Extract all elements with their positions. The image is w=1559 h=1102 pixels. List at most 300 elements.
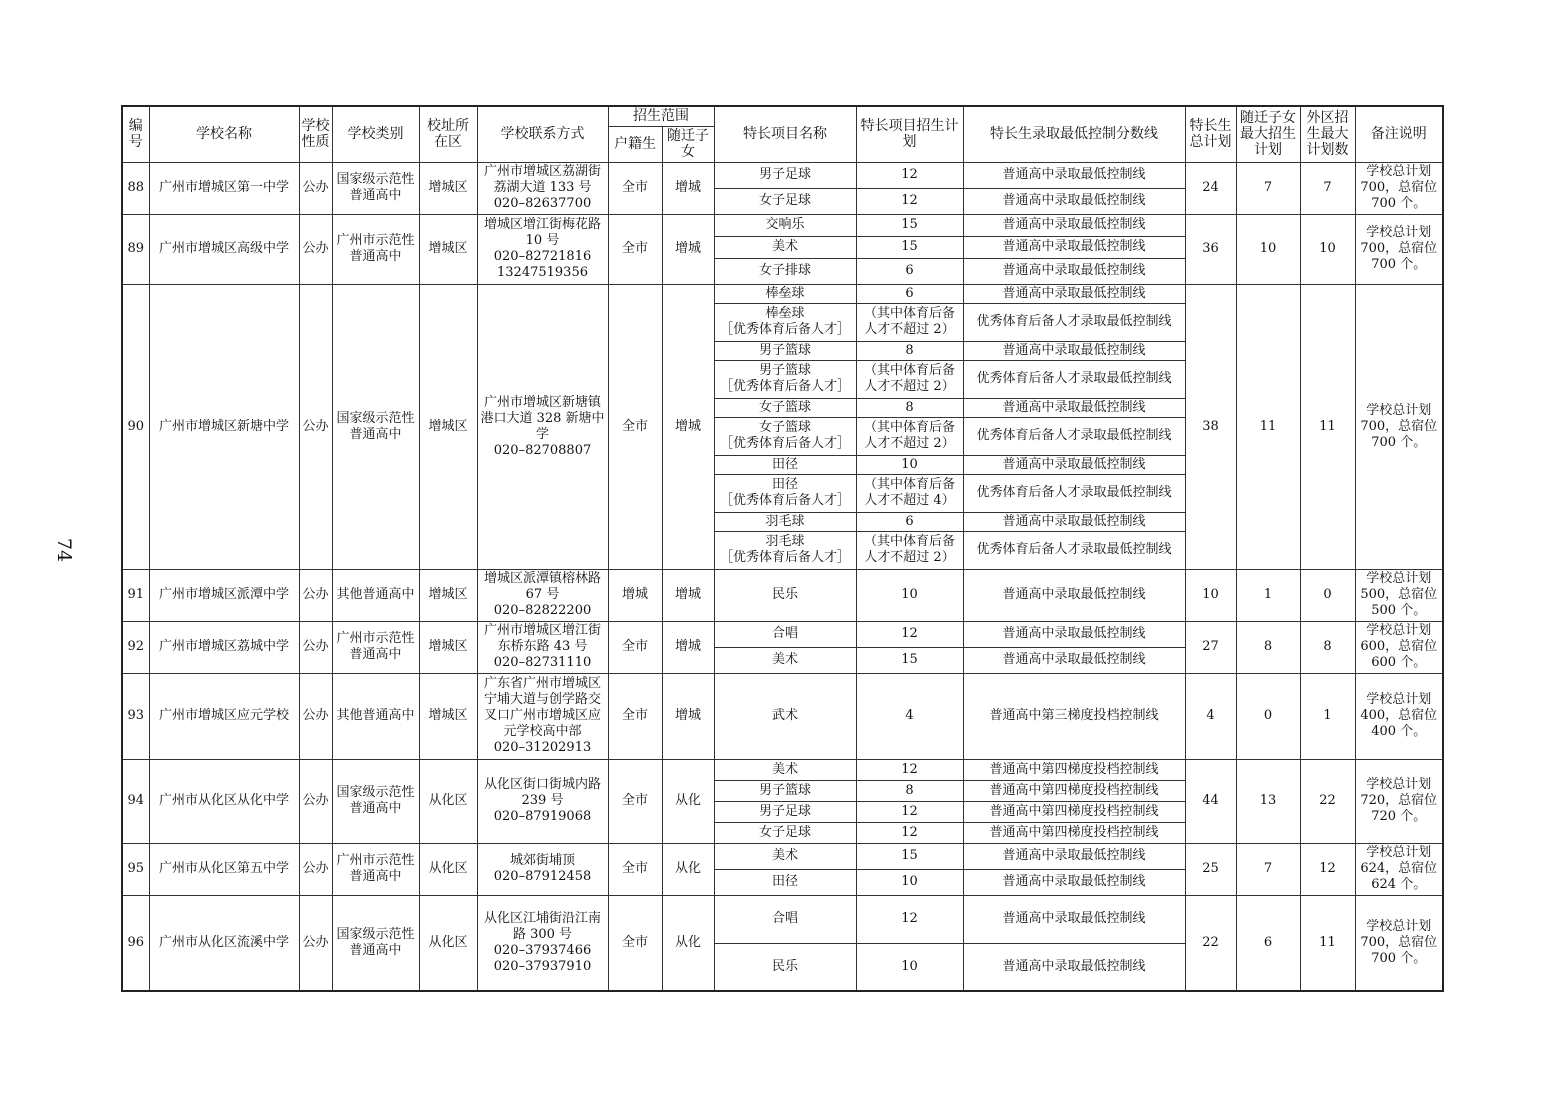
- talent-plan-note-line: 人才不超过 4）: [864, 493, 955, 508]
- school-category-line: 广州市示范性: [336, 631, 415, 646]
- control-line: 普通高中录取最低控制线: [963, 214, 1185, 236]
- school-contact-line: 广州市增城区增江街: [483, 623, 601, 638]
- school-no: 95: [122, 843, 149, 895]
- header-migrant-max: 随迁子女最大招生计划: [1236, 106, 1300, 162]
- school-no: 88: [122, 162, 149, 214]
- outside-max: 22: [1300, 759, 1355, 843]
- control-line: 普通高中第四梯度投档控制线: [963, 801, 1185, 822]
- remark-line: 700 个。: [1371, 257, 1427, 272]
- admission-table: [121, 105, 1444, 992]
- talent-item: [714, 621, 856, 647]
- school-category: [332, 621, 419, 673]
- talent-item-line: 男子足球: [758, 803, 811, 819]
- header-no: 编号: [122, 106, 149, 162]
- talent-item-line: 武术: [771, 708, 798, 723]
- talent-plan: 6: [856, 512, 963, 531]
- school-contact-line: 020–87912458: [493, 869, 592, 884]
- school-contact-line: 路 300 号: [512, 926, 573, 942]
- talent-item-line: 田径: [771, 456, 798, 472]
- talent-total: 25: [1185, 843, 1236, 895]
- talent-plan: 15: [856, 843, 963, 869]
- school-no: 91: [122, 569, 149, 621]
- outside-max: 1: [1300, 673, 1355, 759]
- remark-line: 700，总宿位: [1360, 934, 1438, 950]
- talent-plan: 10: [856, 869, 963, 895]
- school-contact-line: 020–82708807: [493, 442, 592, 458]
- migrant-max: 1: [1236, 569, 1300, 621]
- school-category-line: 普通高中: [349, 647, 402, 662]
- school-contact-line: 020–31202913: [493, 740, 592, 755]
- school-category: [332, 843, 419, 895]
- remark-line: 600 个。: [1371, 655, 1427, 670]
- scope-huji: 增城: [608, 569, 662, 621]
- talent-item: [714, 531, 856, 569]
- school-no: 94: [122, 759, 149, 843]
- school-category: [332, 569, 419, 621]
- talent-plan: 15: [856, 236, 963, 258]
- talent-item-line: 男子篮球: [758, 782, 811, 798]
- school-contact-line: 港口大道 328 新塘中: [480, 410, 605, 426]
- control-line: 普通高中录取最低控制线: [963, 258, 1185, 284]
- remark-line: 学校总计划: [1366, 623, 1432, 638]
- talent-item: [714, 303, 856, 341]
- scope-huji: 全市: [608, 843, 662, 895]
- school-contact-line: 239 号: [521, 793, 564, 808]
- remark-line: 720 个。: [1371, 809, 1427, 824]
- remark-line: 500 个。: [1371, 603, 1427, 618]
- talent-item: [714, 474, 856, 512]
- talent-plan: 15: [856, 214, 963, 236]
- talent-item: [714, 258, 856, 284]
- header-item: 特长项目名称: [714, 106, 856, 162]
- migrant-max: 11: [1236, 284, 1300, 569]
- talent-item-line: 女子篮球: [758, 420, 811, 435]
- talent-item-line: 女子足球: [758, 193, 811, 208]
- remark: [1355, 895, 1443, 991]
- scope-huji: 全市: [608, 284, 662, 569]
- control-line: 普通高中录取最低控制线: [963, 895, 1185, 943]
- talent-total: 36: [1185, 214, 1236, 284]
- scope-huji: 全市: [608, 895, 662, 991]
- control-line: 优秀体育后备人才录取最低控制线: [963, 531, 1185, 569]
- talent-item-line: ［优秀体育后备人才］: [719, 436, 850, 451]
- school-name: 广州市增城区高级中学: [149, 214, 299, 284]
- remark-line: 学校总计划: [1366, 777, 1432, 792]
- remark-line: 700，总宿位: [1360, 418, 1438, 434]
- school-contact: [477, 284, 608, 569]
- school-contact: [477, 843, 608, 895]
- talent-plan-note-line: （其中体育后备: [863, 363, 955, 378]
- header-contact: 学校联系方式: [477, 106, 608, 162]
- outside-max: 7: [1300, 162, 1355, 214]
- school-category: [332, 673, 419, 759]
- talent-item: [714, 214, 856, 236]
- school-contact: [477, 621, 608, 673]
- migrant-max: 7: [1236, 843, 1300, 895]
- talent-plan: 12: [856, 621, 963, 647]
- scope-migrant: 从化: [662, 759, 714, 843]
- talent-item-line: ［优秀体育后备人才］: [719, 322, 850, 337]
- school-category: [332, 214, 419, 284]
- school-contact-line: 从化区街口街城内路: [483, 777, 601, 792]
- header-outside-max: 外区招生最大计划数: [1300, 106, 1355, 162]
- talent-total: 44: [1185, 759, 1236, 843]
- remark: [1355, 284, 1443, 569]
- school-nature: 公办: [299, 284, 332, 569]
- school-contact-line: 东桥东路 43 号: [497, 639, 588, 654]
- talent-item-line: 男子篮球: [758, 363, 811, 378]
- school-category-line: 普通高中: [349, 188, 402, 203]
- remark-line: 学校总计划: [1366, 571, 1432, 586]
- page-number: 74: [53, 537, 76, 563]
- talent-item-line: 女子足球: [758, 824, 811, 840]
- school-nature: 公办: [299, 162, 332, 214]
- outside-max: 12: [1300, 843, 1355, 895]
- migrant-max: 13: [1236, 759, 1300, 843]
- talent-item: [714, 236, 856, 258]
- remark-line: 400 个。: [1371, 724, 1427, 739]
- talent-item-line: 美术: [771, 652, 798, 667]
- header-nature: 学校性质: [299, 106, 332, 162]
- talent-item: [714, 780, 856, 801]
- school-contact-line: 从化区江埔街沿江南: [483, 910, 601, 926]
- header-remark: 备注说明: [1355, 106, 1443, 162]
- table-row: [122, 759, 1443, 780]
- scope-migrant: 从化: [662, 895, 714, 991]
- talent-item-line: 民乐: [771, 958, 798, 974]
- remark-line: 学校总计划: [1366, 845, 1432, 860]
- school-contact-line: 宁埔大道与创学路交: [483, 692, 601, 707]
- school-contact-line: 020–37937910: [493, 958, 592, 974]
- talent-plan: 15: [856, 647, 963, 673]
- school-district: 增城区: [419, 621, 477, 673]
- school-contact-line: 增城区增江街梅花路: [483, 217, 601, 232]
- talent-item: [714, 759, 856, 780]
- school-nature: 公办: [299, 759, 332, 843]
- talent-plan: 4: [856, 673, 963, 759]
- talent-item: [714, 569, 856, 621]
- school-contact-line: 020–37937466: [493, 942, 592, 958]
- school-name: 广州市增城区第一中学: [149, 162, 299, 214]
- remark-line: 624 个。: [1371, 877, 1427, 892]
- talent-item-line: 女子排球: [758, 263, 811, 278]
- outside-max: 10: [1300, 214, 1355, 284]
- talent-plan: 10: [856, 455, 963, 474]
- remark-line: 学校总计划: [1366, 692, 1432, 707]
- control-line: 普通高中录取最低控制线: [963, 188, 1185, 214]
- talent-plan-note-line: （其中体育后备: [863, 534, 955, 549]
- remark-line: 500，总宿位: [1360, 587, 1438, 602]
- school-contact-line: 020–82822200: [493, 603, 592, 618]
- talent-plan-note: [856, 417, 963, 455]
- remark-line: 720，总宿位: [1360, 793, 1438, 808]
- talent-item-line: 美术: [771, 761, 798, 777]
- school-contact-line: 学: [535, 426, 549, 442]
- school-contact-line: 广州市增城区荔湖街: [483, 164, 601, 179]
- school-contact-line: 020–87919068: [493, 809, 592, 824]
- talent-plan-note: [856, 360, 963, 398]
- talent-item: [714, 512, 856, 531]
- remark: [1355, 569, 1443, 621]
- migrant-max: 0: [1236, 673, 1300, 759]
- school-district: 增城区: [419, 214, 477, 284]
- school-category-line: 普通高中: [349, 249, 402, 264]
- talent-total: 22: [1185, 895, 1236, 991]
- school-contact-line: 020–82731110: [493, 655, 592, 670]
- school-category-line: 普通高中: [349, 801, 402, 816]
- header-plan: 特长项目招生计划: [856, 106, 963, 162]
- talent-item: [714, 341, 856, 360]
- remark-line: 400，总宿位: [1360, 708, 1438, 723]
- school-name: 广州市增城区荔城中学: [149, 621, 299, 673]
- school-category-line: 国家级示范性: [336, 926, 415, 942]
- school-nature: 公办: [299, 621, 332, 673]
- outside-max: 11: [1300, 895, 1355, 991]
- remark: [1355, 214, 1443, 284]
- school-category-line: 其他普通高中: [336, 708, 415, 723]
- talent-item-line: ［优秀体育后备人才］: [719, 379, 850, 394]
- talent-item-line: 交响乐: [765, 217, 805, 232]
- school-contact: [477, 895, 608, 991]
- migrant-max: 10: [1236, 214, 1300, 284]
- school-nature: 公办: [299, 895, 332, 991]
- scope-huji: 全市: [608, 673, 662, 759]
- migrant-max: 7: [1236, 162, 1300, 214]
- school-district: 增城区: [419, 673, 477, 759]
- table-row: [122, 621, 1443, 647]
- header-line: 特长生录取最低控制分数线: [963, 106, 1185, 162]
- talent-item-line: ［优秀体育后备人才］: [719, 550, 850, 565]
- school-contact: [477, 569, 608, 621]
- school-category: [332, 162, 419, 214]
- talent-item-line: 男子足球: [758, 167, 811, 182]
- school-category-line: 其他普通高中: [336, 587, 415, 602]
- school-name: 广州市增城区应元学校: [149, 673, 299, 759]
- school-contact: [477, 759, 608, 843]
- talent-total: 38: [1185, 284, 1236, 569]
- scope-migrant: 增城: [662, 162, 714, 214]
- control-line: 普通高中录取最低控制线: [963, 512, 1185, 531]
- remark-line: 700 个。: [1371, 434, 1427, 450]
- school-category-line: 国家级示范性: [336, 410, 415, 426]
- talent-plan: 12: [856, 801, 963, 822]
- talent-item-line: 合唱: [771, 911, 798, 926]
- school-contact-line: 13247519356: [497, 265, 588, 280]
- talent-plan: 6: [856, 258, 963, 284]
- talent-item: [714, 360, 856, 398]
- talent-item: [714, 417, 856, 455]
- control-line: 普通高中第三梯度投档控制线: [963, 673, 1185, 759]
- school-district: 增城区: [419, 162, 477, 214]
- talent-plan: 12: [856, 895, 963, 943]
- scope-huji: 全市: [608, 759, 662, 843]
- outside-max: 0: [1300, 569, 1355, 621]
- remark-line: 700 个。: [1371, 950, 1427, 966]
- migrant-max: 8: [1236, 621, 1300, 673]
- header-scope-migrant: 随迁子女: [662, 126, 714, 162]
- school-contact: [477, 214, 608, 284]
- talent-plan-note: [856, 531, 963, 569]
- header-category: 学校类别: [332, 106, 419, 162]
- outside-max: 11: [1300, 284, 1355, 569]
- talent-item: [714, 943, 856, 991]
- talent-item-line: 合唱: [771, 626, 798, 641]
- talent-item: [714, 188, 856, 214]
- control-line: 普通高中录取最低控制线: [963, 455, 1185, 474]
- remark-line: 700 个。: [1371, 196, 1427, 211]
- school-contact-line: 020–82637700: [493, 196, 592, 211]
- school-name: 广州市增城区新塘中学: [149, 284, 299, 569]
- header-scope-huji: 户籍生: [608, 126, 662, 162]
- school-name: 广州市从化区流溪中学: [149, 895, 299, 991]
- table-row: [122, 843, 1443, 869]
- school-contact-line: 叉口广州市增城区应: [483, 708, 601, 723]
- control-line: 普通高中录取最低控制线: [963, 943, 1185, 991]
- remark-line: 学校总计划: [1366, 402, 1432, 418]
- scope-huji: 全市: [608, 162, 662, 214]
- table-row: [122, 214, 1443, 236]
- migrant-max: 6: [1236, 895, 1300, 991]
- scope-huji: 全市: [608, 621, 662, 673]
- remark: [1355, 621, 1443, 673]
- school-category-line: 国家级示范性: [336, 172, 415, 187]
- talent-plan-note-line: 人才不超过 2）: [864, 550, 955, 565]
- remark-line: 624，总宿位: [1360, 861, 1438, 876]
- school-contact-line: 元学校高中部: [503, 724, 582, 739]
- talent-item-line: ［优秀体育后备人才］: [719, 493, 850, 508]
- control-line: 优秀体育后备人才录取最低控制线: [963, 360, 1185, 398]
- school-district: 增城区: [419, 284, 477, 569]
- scope-migrant: 增城: [662, 284, 714, 569]
- table-row: [122, 284, 1443, 303]
- talent-item-line: 棒垒球: [765, 306, 805, 321]
- talent-item: [714, 398, 856, 417]
- talent-item: [714, 843, 856, 869]
- school-contact: [477, 162, 608, 214]
- header-scope: 招生范围: [608, 106, 714, 126]
- talent-plan: 12: [856, 188, 963, 214]
- table-row: [122, 895, 1443, 943]
- remark-line: 700，总宿位: [1360, 241, 1438, 256]
- school-contact-line: 67 号: [525, 587, 560, 602]
- scope-migrant: 增城: [662, 214, 714, 284]
- talent-item: [714, 801, 856, 822]
- control-line: 普通高中录取最低控制线: [963, 621, 1185, 647]
- talent-item-line: 田径: [771, 477, 798, 492]
- talent-plan-note: [856, 303, 963, 341]
- school-no: 90: [122, 284, 149, 569]
- talent-item: [714, 647, 856, 673]
- talent-total: 24: [1185, 162, 1236, 214]
- talent-item: [714, 869, 856, 895]
- control-line: 普通高中第四梯度投档控制线: [963, 780, 1185, 801]
- talent-item: [714, 895, 856, 943]
- school-no: 96: [122, 895, 149, 991]
- table-row: [122, 162, 1443, 188]
- talent-item: [714, 284, 856, 303]
- talent-item-line: 美术: [771, 239, 798, 254]
- header-school-name: 学校名称: [149, 106, 299, 162]
- header-district: 校址所在区: [419, 106, 477, 162]
- outside-max: 8: [1300, 621, 1355, 673]
- talent-total: 27: [1185, 621, 1236, 673]
- school-category: [332, 895, 419, 991]
- control-line: 普通高中第四梯度投档控制线: [963, 822, 1185, 843]
- school-category: [332, 759, 419, 843]
- table-row: [122, 569, 1443, 621]
- school-category: [332, 284, 419, 569]
- talent-plan-note-line: 人才不超过 2）: [864, 322, 955, 337]
- school-category-line: 普通高中: [349, 942, 402, 958]
- talent-item-line: 女子篮球: [758, 399, 811, 415]
- remark: [1355, 673, 1443, 759]
- talent-item-line: 羽毛球: [765, 534, 805, 549]
- remark-line: 学校总计划: [1366, 918, 1432, 934]
- school-contact-line: 荔湖大道 133 号: [493, 180, 592, 195]
- remark: [1355, 759, 1443, 843]
- control-line: 优秀体育后备人才录取最低控制线: [963, 417, 1185, 455]
- school-contact-line: 增城区派潭镇榕林路: [483, 571, 601, 586]
- talent-plan: 8: [856, 341, 963, 360]
- control-line: 普通高中录取最低控制线: [963, 569, 1185, 621]
- control-line: 普通高中录取最低控制线: [963, 162, 1185, 188]
- remark: [1355, 843, 1443, 895]
- talent-item-line: 民乐: [771, 587, 798, 602]
- talent-plan-note-line: （其中体育后备: [863, 477, 955, 492]
- control-line: 普通高中录取最低控制线: [963, 236, 1185, 258]
- talent-plan: 12: [856, 162, 963, 188]
- talent-plan: 10: [856, 569, 963, 621]
- talent-item: [714, 822, 856, 843]
- control-line: 普通高中录取最低控制线: [963, 341, 1185, 360]
- scope-migrant: 从化: [662, 843, 714, 895]
- school-category-line: 普通高中: [349, 426, 402, 442]
- talent-plan: 12: [856, 822, 963, 843]
- table-row: [122, 673, 1443, 759]
- school-nature: 公办: [299, 843, 332, 895]
- talent-item-line: 田径: [771, 874, 798, 889]
- remark-line: 700，总宿位: [1360, 180, 1438, 195]
- school-district: 从化区: [419, 843, 477, 895]
- school-nature: 公办: [299, 569, 332, 621]
- school-contact-line: 广州市增城区新塘镇: [483, 394, 601, 410]
- control-line: 普通高中录取最低控制线: [963, 843, 1185, 869]
- talent-item: [714, 162, 856, 188]
- school-no: 92: [122, 621, 149, 673]
- school-contact-line: 广东省广州市增城区: [483, 676, 601, 691]
- header-total: 特长生总计划: [1185, 106, 1236, 162]
- talent-item-line: 羽毛球: [765, 513, 805, 529]
- scope-huji: 全市: [608, 214, 662, 284]
- school-contact-line: 10 号: [525, 233, 560, 248]
- control-line: 普通高中录取最低控制线: [963, 647, 1185, 673]
- school-category-line: 国家级示范性: [336, 785, 415, 800]
- remark-line: 学校总计划: [1366, 164, 1432, 179]
- school-district: 增城区: [419, 569, 477, 621]
- school-name: 广州市从化区第五中学: [149, 843, 299, 895]
- control-line: 普通高中第四梯度投档控制线: [963, 759, 1185, 780]
- scope-migrant: 增城: [662, 569, 714, 621]
- school-district: 从化区: [419, 759, 477, 843]
- scope-migrant: 增城: [662, 621, 714, 673]
- remark: [1355, 162, 1443, 214]
- talent-plan: 10: [856, 943, 963, 991]
- talent-plan: 8: [856, 780, 963, 801]
- control-line: 普通高中录取最低控制线: [963, 869, 1185, 895]
- control-line: 优秀体育后备人才录取最低控制线: [963, 474, 1185, 512]
- talent-plan-note-line: 人才不超过 2）: [864, 379, 955, 394]
- school-name: 广州市从化区从化中学: [149, 759, 299, 843]
